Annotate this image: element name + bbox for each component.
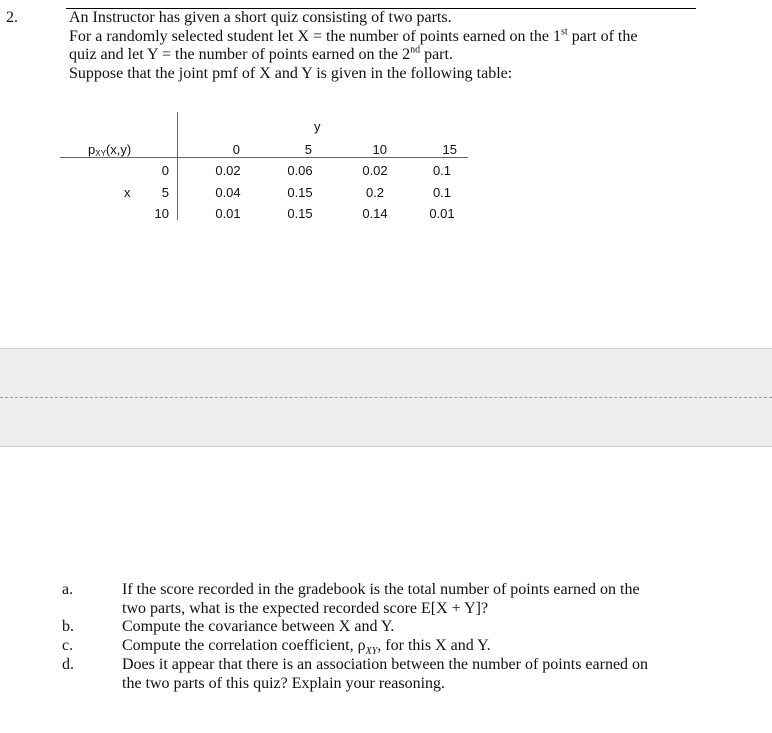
table-cell: 0.02 bbox=[362, 163, 388, 178]
table-cell: 0.01 bbox=[429, 206, 455, 221]
row-header: 0 bbox=[161, 163, 169, 178]
part-text: the two parts of this quiz? Explain your reasoning. bbox=[122, 674, 446, 692]
question-line-4: Suppose that the joint pmf of X and Y is given in the following table: bbox=[69, 64, 513, 82]
part-label: b. bbox=[62, 618, 74, 636]
column-header: 5 bbox=[304, 142, 312, 157]
question-line-2: For a randomly selected student let X = the number of points earned on the 1st part of the bbox=[69, 26, 638, 45]
part-c bbox=[62, 637, 762, 656]
part-text: Compute the correlation coefficient, $\rho_{XY}$, for this X and Y. bbox=[122, 637, 491, 658]
part-text: If the score recorded in the gradebook is the total number of points earned on the bbox=[122, 581, 640, 598]
part-text: Does it appear that there is an association between the number of points earned on bbox=[122, 655, 649, 673]
table-cell: 0.1 bbox=[432, 185, 452, 200]
column-variable-label: y bbox=[314, 119, 321, 134]
column-header: 0 bbox=[232, 142, 240, 157]
part-text: two parts, what is the expected recorded score E[X + Y]? bbox=[122, 599, 489, 617]
table-cell: 0.14 bbox=[362, 206, 388, 221]
column-header: 15 bbox=[442, 142, 457, 157]
table-corner-label: pXY(x,y) bbox=[88, 142, 132, 158]
question-line-1: An Instructor has given a short quiz consisting of two parts. bbox=[69, 9, 452, 26]
part-d bbox=[62, 656, 762, 693]
part-label: d. bbox=[62, 655, 74, 673]
table-cell: 0.15 bbox=[287, 206, 313, 221]
part-a bbox=[62, 581, 762, 618]
table-cell: 0.04 bbox=[215, 185, 241, 200]
row-header: 5 bbox=[161, 185, 169, 200]
table-cell: 0.15 bbox=[287, 185, 313, 200]
question-line-3: quiz and let Y = the number of points earned on the 2nd part. bbox=[69, 44, 453, 63]
table-vertical-rule bbox=[177, 112, 178, 220]
table-cell: 0.2 bbox=[365, 185, 385, 200]
part-label: c. bbox=[62, 637, 74, 655]
page-break-dashed-line bbox=[0, 397, 772, 398]
row-header: 10 bbox=[154, 206, 169, 221]
table-cell: 0.02 bbox=[215, 163, 241, 178]
part-b bbox=[62, 618, 762, 637]
question-text bbox=[69, 9, 729, 83]
table-cell: 0.1 bbox=[432, 163, 452, 178]
part-text: Compute the covariance between X and Y. bbox=[122, 618, 395, 636]
question-number: 2. bbox=[6, 9, 18, 26]
row-variable-label: x bbox=[124, 185, 131, 200]
column-header: 10 bbox=[372, 142, 387, 157]
table-cell: 0.06 bbox=[287, 163, 313, 178]
table-horizontal-rule bbox=[60, 157, 468, 158]
part-label: a. bbox=[62, 581, 74, 598]
table-cell: 0.01 bbox=[215, 206, 241, 221]
question-parts-list bbox=[62, 581, 762, 693]
